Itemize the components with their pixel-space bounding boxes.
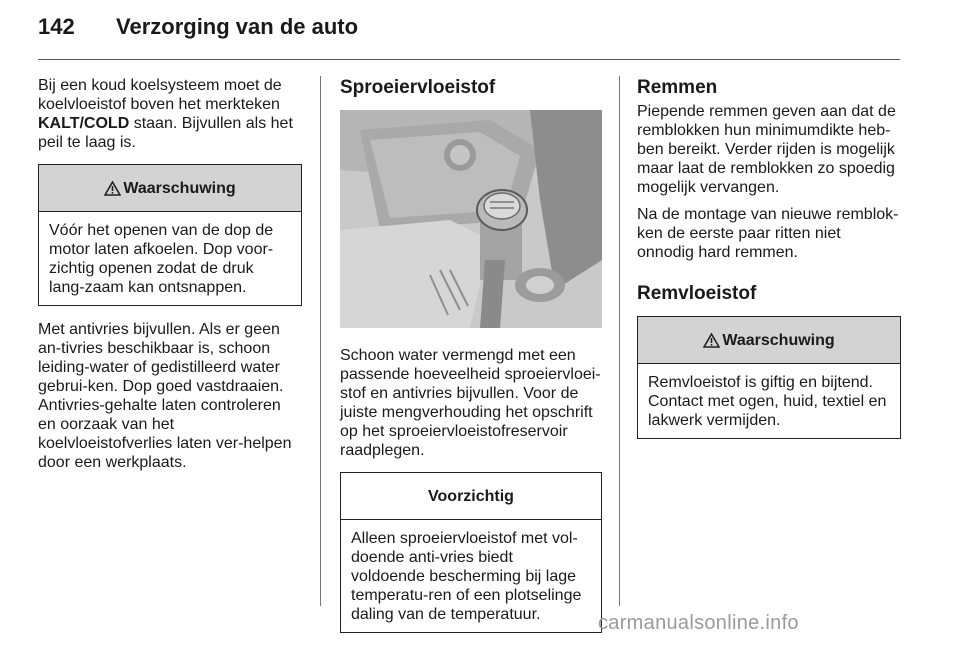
brakes-heading: Remmen — [637, 77, 718, 98]
brake-fluid-heading: Remvloeistof — [637, 283, 757, 304]
warning-icon — [104, 181, 121, 196]
warning-header: Waarschuwing — [39, 165, 301, 212]
warning-text: Vóór het openen van de dop de motor laten afkoelen. Dop voor-zichtig openen zodat de druk lang-zaam kan ontsnappen. — [49, 222, 274, 296]
brakes-paragraph-2: Na de montage van nieuwe remblok-ken de eerste paar ritten niet onnodig hard remmen. — [637, 206, 899, 261]
column-divider-1 — [320, 76, 321, 606]
coolant-body: Met antivries bijvullen. Als er geen an-tivries beschikbaar is, schoon leiding-water of gedistilleerd water gebrui-ken. Dop goed vastdraaien. Antivries-gehalte laten controleren en oorzaak van het koelvloeistofverlies laten ver-helpen door een werkplaats. — [38, 321, 292, 471]
washer-fluid-heading: Sproeiervloeistof — [340, 77, 496, 98]
page-title: Verzorging van de auto — [116, 14, 359, 39]
caution-text: Alleen sproeiervloeistof met vol-doende anti-vries biedt voldoende bescherming bij lage temperatu-ren of een plotselinge daling van de temperatuur. — [351, 530, 582, 623]
column-left — [38, 76, 302, 484]
header-divider — [38, 59, 900, 60]
watermark: carmanualsonline.info — [598, 612, 799, 634]
warning-icon — [703, 333, 720, 348]
warning-header: Waarschuwing — [638, 317, 900, 364]
coolant-intro: Bij een koud koelsysteem moet de koelvloeistof boven het merkteken KALT/COLD staan. Bijvullen als het peil te laag is. — [38, 77, 293, 151]
page-number: 142 — [38, 14, 75, 39]
brakes-paragraph-1: Piepende remmen geven aan dat de remblokken hun minimumdikte heb-ben bereikt. Verder rijden is mogelijk maar laat de remblokken zo spoedig mogelijk vervangen. — [637, 103, 896, 196]
washer-reservoir-photo — [340, 110, 602, 328]
washer-fluid-body: Schoon water vermengd met een passende hoeveelheid sproeiervloei-stof en antivries bijvullen. Voor de juiste mengverhouding het opschrift op het sproeiervloeistofreservoir raadplegen. — [340, 347, 601, 459]
column-middle — [340, 76, 602, 647]
brake-fluid-warning-box — [637, 316, 901, 439]
coolant-mark: KALT/COLD — [38, 115, 130, 132]
caution-box — [340, 472, 602, 633]
warning-text: Remvloeistof is giftig en bijtend. Contact met ogen, huid, textiel en lakwerk vermijden. — [648, 374, 887, 429]
column-divider-2 — [619, 76, 620, 606]
column-right — [637, 76, 901, 453]
coolant-warning-box — [38, 164, 302, 306]
caution-header: Voorzichtig — [341, 473, 601, 520]
